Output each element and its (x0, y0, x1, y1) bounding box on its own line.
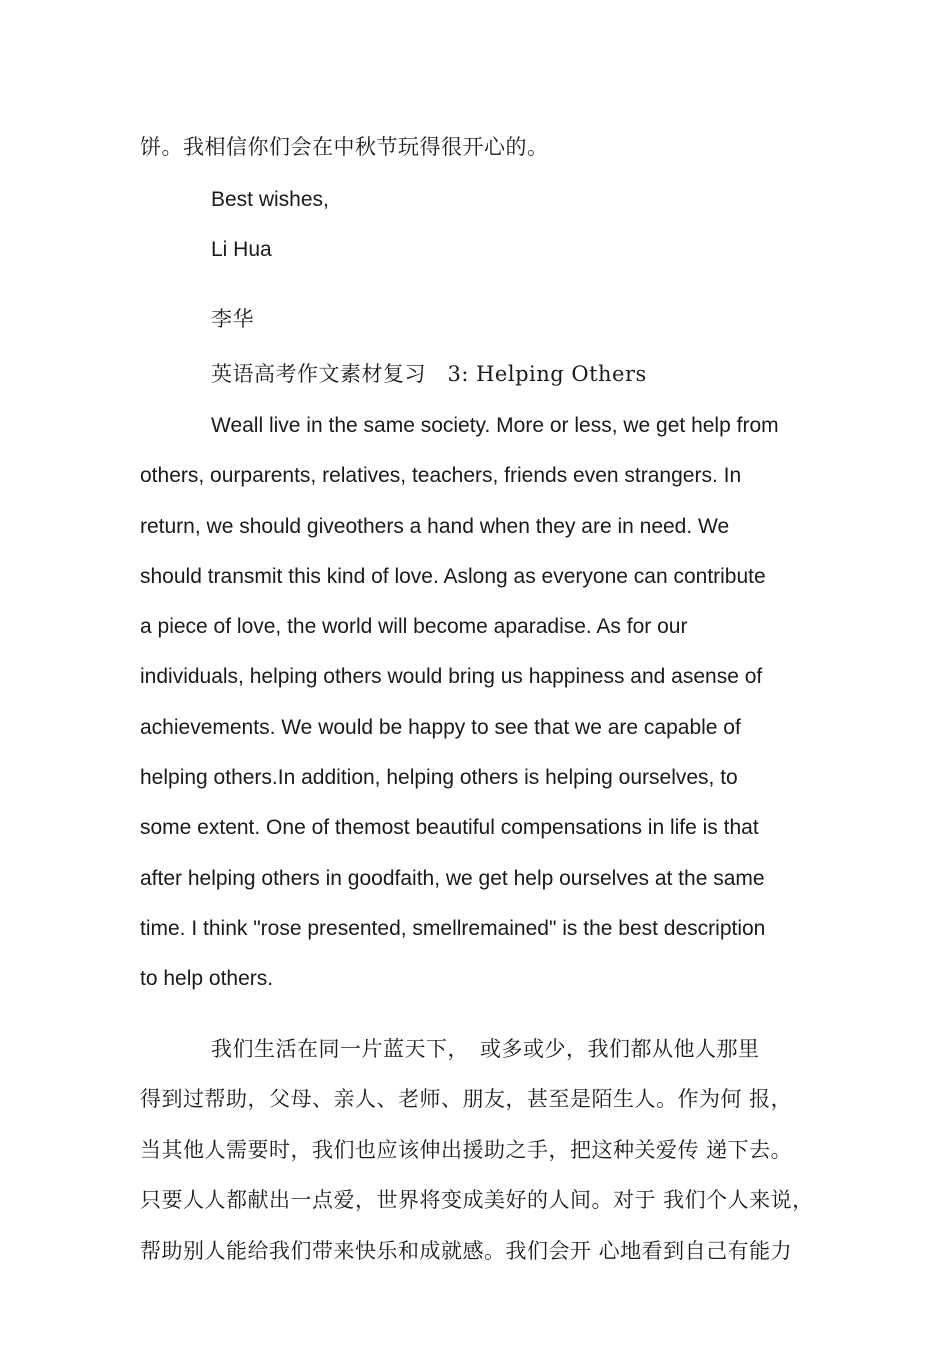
english-line: achievements. We would be happy to see that we are capable of (140, 716, 741, 739)
chinese-line: 得到过帮助，父母、亲人、老师、朋友，甚至是陌生人。作为何 报， (140, 1087, 793, 1111)
english-line: should transmit this kind of love. Aslong as everyone can contribute (140, 565, 766, 588)
english-line: individuals, helping others would bring us happiness and asense of (140, 665, 763, 688)
english-line: after helping others in goodfaith, we get help ourselves at the same (140, 867, 765, 890)
chinese-line: 当其他人需要时，我们也应该伸出援助之手，把这种关爱传 递下去。 (140, 1138, 793, 1162)
english-line: time. I think "rose presented, smellremained" is the best description (140, 917, 766, 940)
english-line: some extent. One of themost beautiful compensations in life is that (140, 816, 759, 839)
closing-line: Best wishes, (211, 188, 329, 211)
signature-chinese: 李华 (211, 307, 254, 331)
english-line: Weall live in the same society. More or less, we get help from (211, 414, 779, 437)
chinese-line: 只要人人都献出一点爱，世界将变成美好的人间。对于 我们个人来说， (140, 1188, 814, 1212)
english-line: helping others.In addition, helping others is helping ourselves, to (140, 766, 738, 789)
english-line: a piece of love, the world will become aparadise. As for our (140, 615, 688, 638)
signature-english: Li Hua (211, 238, 272, 261)
english-line: return, we should giveothers a hand when they are in need. We (140, 515, 730, 538)
chinese-line: 我们生活在同一片蓝天下， 或多或少，我们都从他人那里 (211, 1037, 760, 1061)
english-line: to help others. (140, 967, 274, 990)
chinese-line: 帮助别人能给我们带来快乐和成就感。我们会开 心地看到自己有能力 (140, 1239, 793, 1263)
english-line: others, ourparents, relatives, teachers, friends even strangers. In (140, 464, 742, 487)
top-line: 饼。我相信你们会在中秋节玩得很开心的。 (140, 135, 549, 159)
section-title: 英语高考作文素材复习 3: Helping Others (211, 362, 647, 386)
